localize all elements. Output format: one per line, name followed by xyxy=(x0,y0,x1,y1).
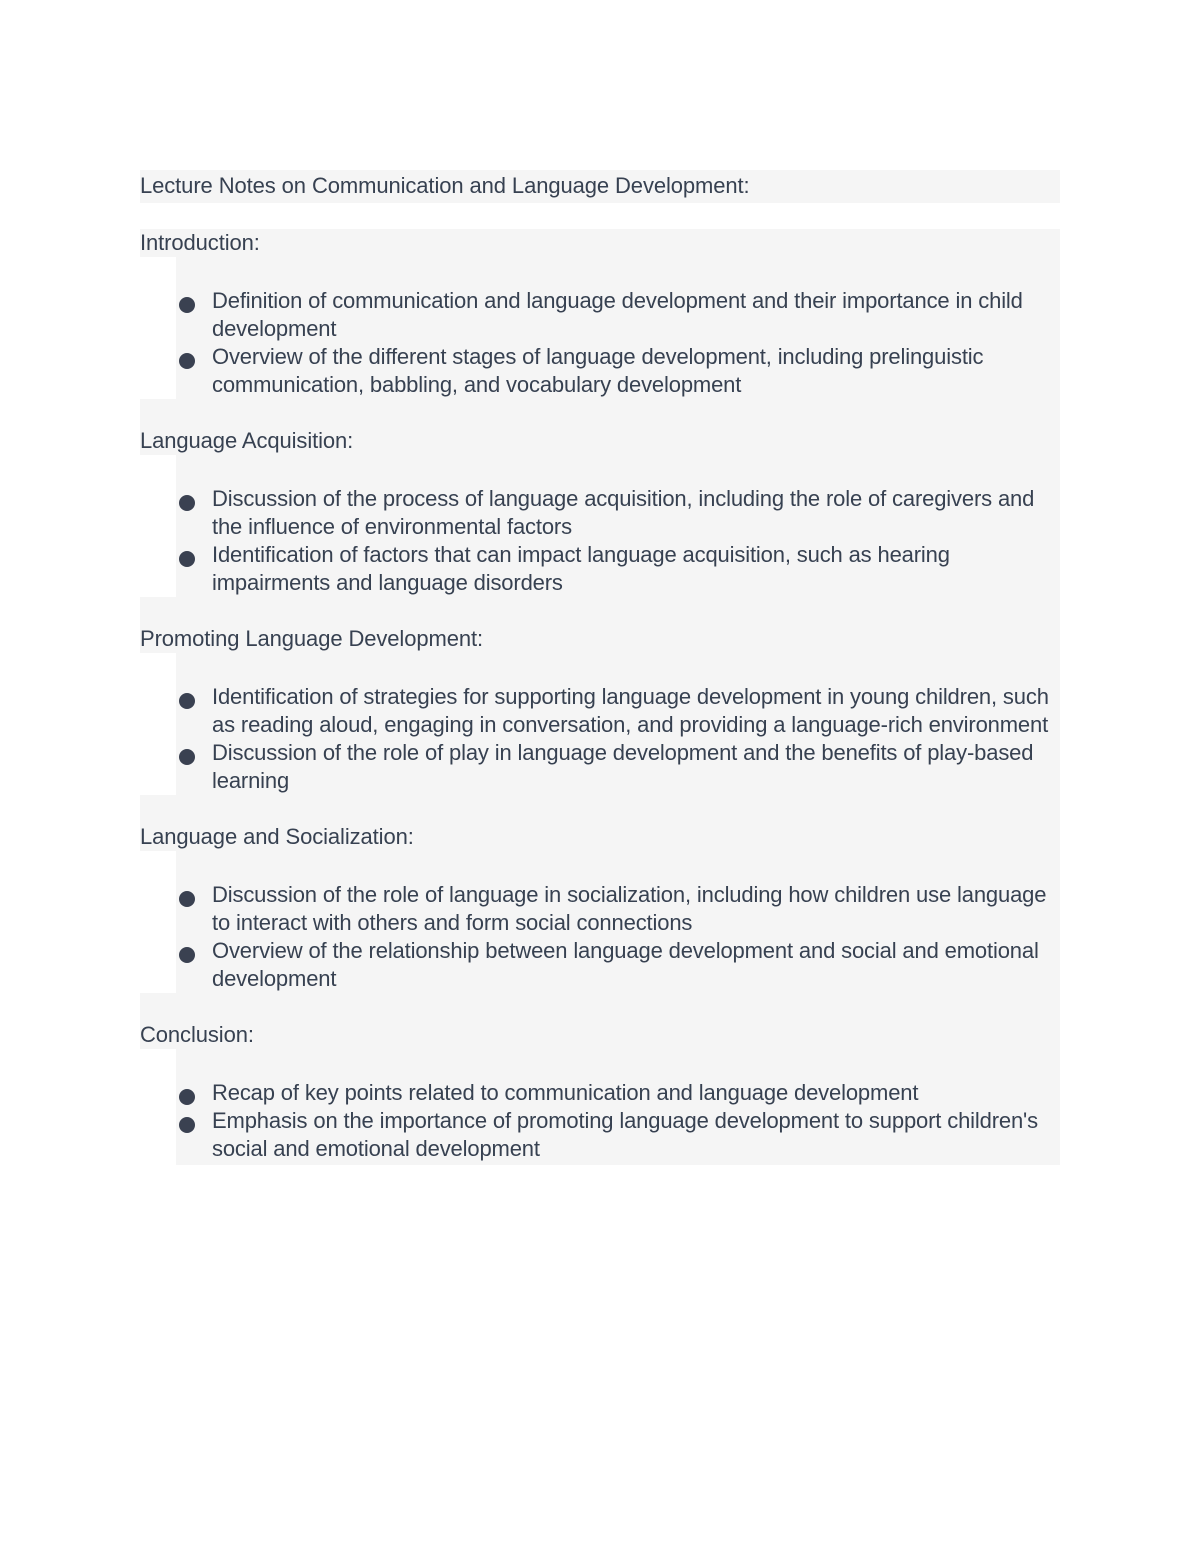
section-spacer xyxy=(140,597,1060,625)
section-heading-introduction: Introduction: xyxy=(140,229,1060,257)
bullet-dot-icon xyxy=(179,1117,195,1133)
list-item xyxy=(176,541,1060,597)
list-item-text: Recap of key points related to communication and language development xyxy=(212,1080,919,1105)
bullet-dot-icon xyxy=(179,1089,195,1105)
section-spacer xyxy=(140,993,1060,1021)
list-item xyxy=(176,739,1060,795)
bullet-list-language-acquisition xyxy=(176,455,1060,597)
bullet-dot-icon xyxy=(179,891,195,907)
list-item xyxy=(176,343,1060,399)
list-item-text: Overview of the different stages of language development, including prelinguistic communication, babbling, and vocabulary development xyxy=(212,344,984,397)
list-item-text: Definition of communication and language development and their importance in child development xyxy=(212,288,1023,341)
bullet-dot-icon xyxy=(179,693,195,709)
list-item xyxy=(176,683,1060,739)
bullet-dot-icon xyxy=(179,495,195,511)
bullet-dot-icon xyxy=(179,297,195,313)
list-item-text: Discussion of the role of language in socialization, including how children use language to interact with others and form social connections xyxy=(212,882,1047,935)
bullet-list-promoting-language-development xyxy=(176,653,1060,795)
section-heading-conclusion: Conclusion: xyxy=(140,1021,1060,1049)
section-heading-language-acquisition: Language Acquisition: xyxy=(140,427,1060,455)
section-heading-language-and-socialization: Language and Socialization: xyxy=(140,823,1060,851)
document-page xyxy=(140,168,1060,1165)
section-spacer xyxy=(140,399,1060,427)
list-item xyxy=(176,1079,1060,1107)
bullet-dot-icon xyxy=(179,947,195,963)
list-item xyxy=(176,881,1060,937)
list-item xyxy=(176,287,1060,343)
bullet-dot-icon xyxy=(179,353,195,369)
list-item-text: Identification of factors that can impact language acquisition, such as hearing impairments and language disorders xyxy=(212,542,950,595)
section-heading-promoting-language-development: Promoting Language Development: xyxy=(140,625,1060,653)
list-item-text: Overview of the relationship between language development and social and emotional development xyxy=(212,938,1039,991)
bullet-dot-icon xyxy=(179,551,195,567)
bullet-list-language-and-socialization xyxy=(176,851,1060,993)
section-spacer xyxy=(140,795,1060,823)
list-item-text: Discussion of the role of play in language development and the benefits of play-based learning xyxy=(212,740,1034,793)
bullet-list-introduction xyxy=(176,257,1060,399)
list-item xyxy=(176,937,1060,993)
bullet-dot-icon xyxy=(179,749,195,765)
list-item-text: Emphasis on the importance of promoting language development to support children's social and emotional development xyxy=(212,1108,1038,1161)
list-item xyxy=(176,485,1060,541)
list-item-text: Identification of strategies for supporting language development in young children, such as reading aloud, engaging in conversation, and providing a language-rich environment xyxy=(212,684,1049,737)
list-item-text: Discussion of the process of language acquisition, including the role of caregivers and the influence of environmental factors xyxy=(212,486,1035,539)
list-item xyxy=(176,1107,1060,1163)
bullet-list-conclusion xyxy=(176,1049,1060,1165)
document-title: Lecture Notes on Communication and Language Development: xyxy=(140,170,1060,203)
